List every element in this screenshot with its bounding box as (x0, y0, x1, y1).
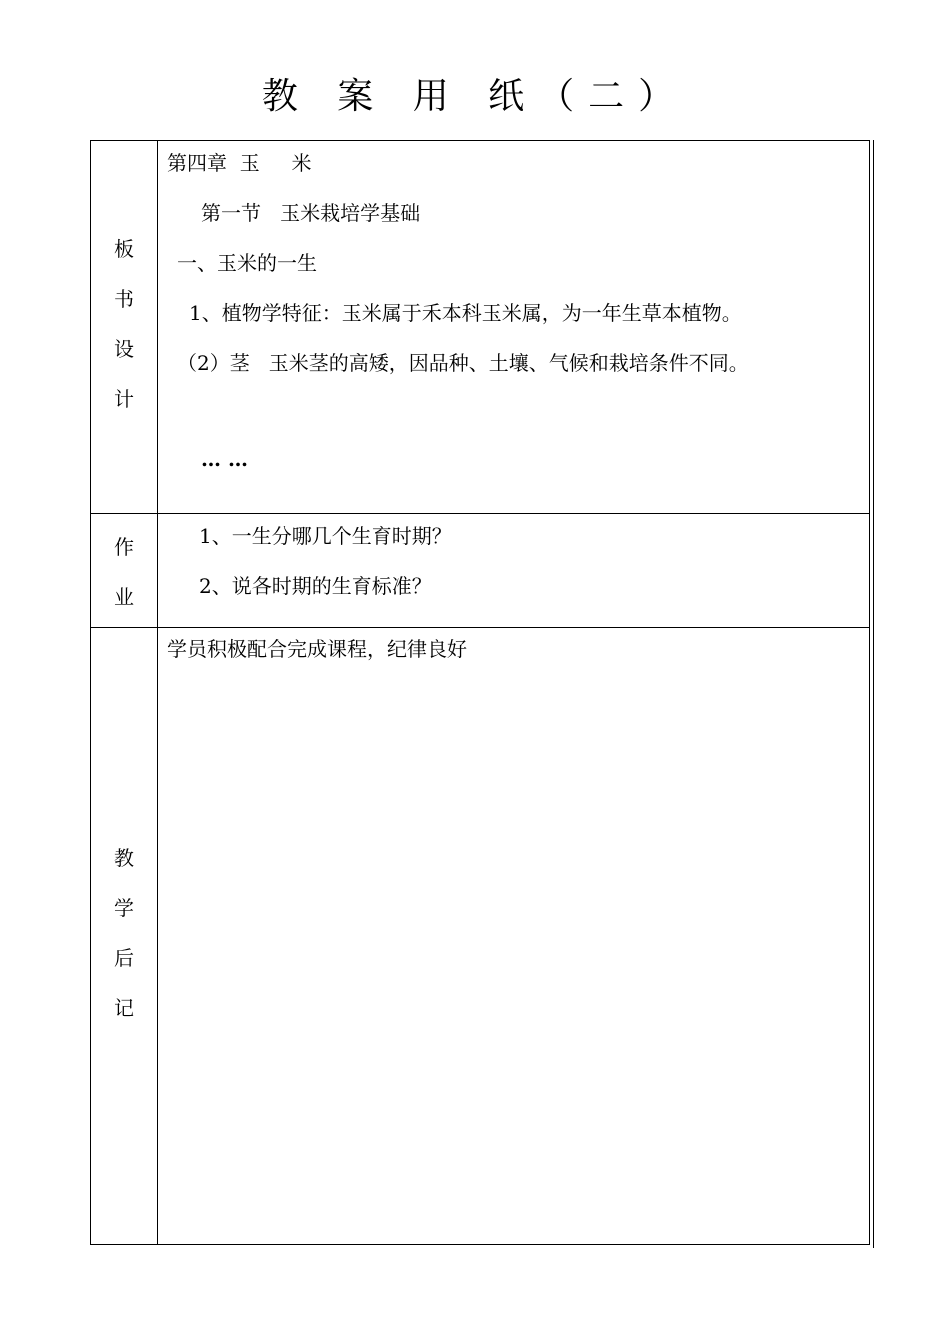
teaching-note-text: 学员积极配合完成课程，纪律良好 (167, 637, 467, 661)
homework-item: 2、说各时期的生育标准？ (199, 574, 432, 598)
lesson-plan-table (90, 140, 870, 1245)
table-right-border (873, 140, 874, 1248)
label-char: 书 (114, 287, 134, 311)
section-heading: 第一节 玉米栽培学基础 (201, 201, 421, 225)
board-design-content (158, 141, 869, 513)
teaching-notes-content (158, 628, 869, 1244)
label-char: 学 (114, 896, 134, 920)
label-char: 板 (114, 237, 134, 261)
chapter-heading: 第四章 玉 米 (167, 151, 312, 175)
label-char: 教 (114, 846, 134, 870)
ellipsis: … … (201, 447, 248, 471)
content-line: 1、植物学特征：玉米属于禾本科玉米属，为一年生草本植物。 (189, 301, 742, 325)
label-char: 业 (114, 585, 134, 609)
label-char: 后 (114, 946, 134, 970)
label-char: 作 (114, 535, 134, 559)
homework-item: 1、一生分哪几个生育时期？ (199, 524, 452, 548)
label-char: 计 (114, 387, 134, 411)
content-line: （2）茎 玉米茎的高矮，因品种、土壤、气候和栽培条件不同。 (177, 351, 749, 375)
label-char: 设 (114, 337, 134, 361)
page-title: 教 案 用 纸（二） (261, 76, 689, 117)
homework-content (158, 514, 869, 627)
board-design-label (91, 224, 157, 424)
subsection-heading: 一、玉米的一生 (177, 251, 317, 275)
label-char: 记 (114, 996, 134, 1020)
homework-label (91, 517, 157, 627)
teaching-notes-label (91, 833, 157, 1033)
